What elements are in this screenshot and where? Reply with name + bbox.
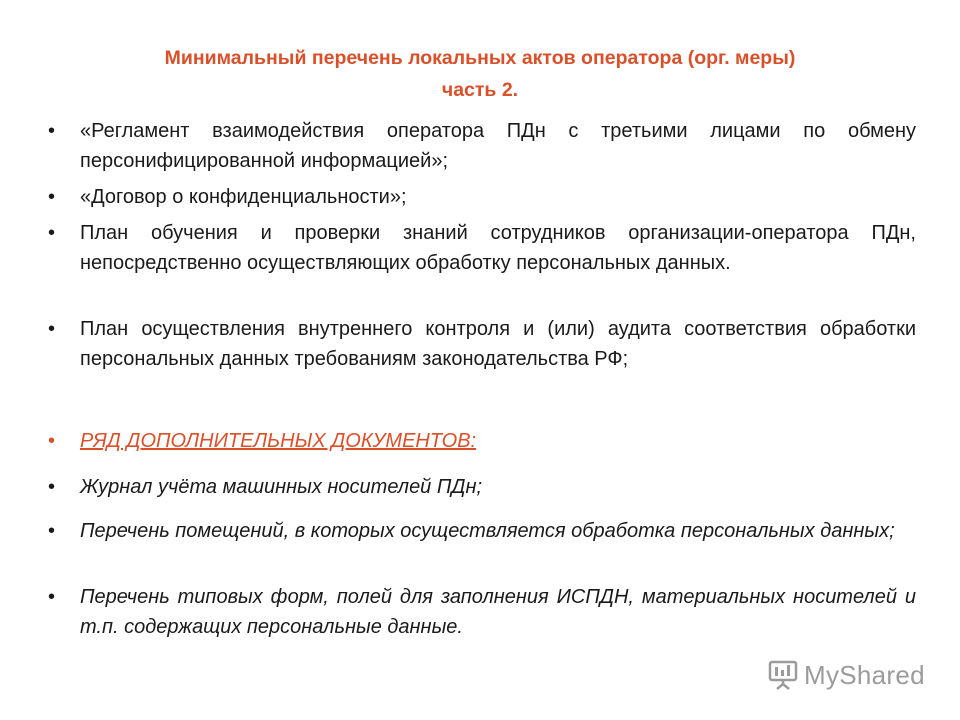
list-item xyxy=(48,314,916,374)
additional-list-item-text: Журнал учёта машинных носителей ПДн; xyxy=(80,476,483,498)
bullet: • xyxy=(48,586,56,608)
list-item xyxy=(48,182,916,212)
list-item-text: «Договор о конфиденциальности»; xyxy=(80,186,407,208)
bullet: • xyxy=(48,120,56,142)
additional-list-item-text: Перечень типовых форм, полей для заполнения ИСПДН, материальных носителей и т.п. содержащих персональные данные. xyxy=(80,586,916,638)
slide-title-line-1: Минимальный перечень локальных актов оператора (орг. меры) xyxy=(164,47,796,69)
list-item-text: План обучения и проверки знаний сотрудников организации-оператора ПДн, непосредственно осуществляющих обработку персональных данных. xyxy=(80,222,916,274)
bullet: • xyxy=(48,476,56,498)
list-item xyxy=(48,218,916,278)
slide-title-line-2: часть 2. xyxy=(441,79,519,101)
additional-list-item xyxy=(48,516,916,546)
bullet: • xyxy=(48,186,56,208)
additional-list-item-text: Перечень помещений, в которых осуществляется обработка персональных данных; xyxy=(80,520,895,542)
list-item-text: «Регламент взаимодействия оператора ПДн с третьими лицами по обмену персонифицированной информацией»; xyxy=(80,120,916,172)
presentation-board-icon xyxy=(768,659,798,691)
additional-documents-heading: РЯД ДОПОЛНИТЕЛЬНЫХ ДОКУМЕНТОВ: xyxy=(80,430,477,452)
bullet: • xyxy=(48,520,56,542)
bullet: • xyxy=(48,222,56,244)
additional-list-item xyxy=(48,582,916,642)
additional-list-item xyxy=(48,472,916,502)
myshared-watermark xyxy=(768,655,925,695)
bullet: • xyxy=(48,430,56,452)
list-item xyxy=(48,116,916,176)
list-item-text: План осуществления внутреннего контроля и (или) аудита соответствия обработки персональных данных требованиям законодательства РФ; xyxy=(80,318,916,370)
watermark-text: MyShared xyxy=(804,659,925,690)
additional-heading-item xyxy=(48,426,916,456)
bullet: • xyxy=(48,318,56,340)
slide-title xyxy=(60,42,900,106)
